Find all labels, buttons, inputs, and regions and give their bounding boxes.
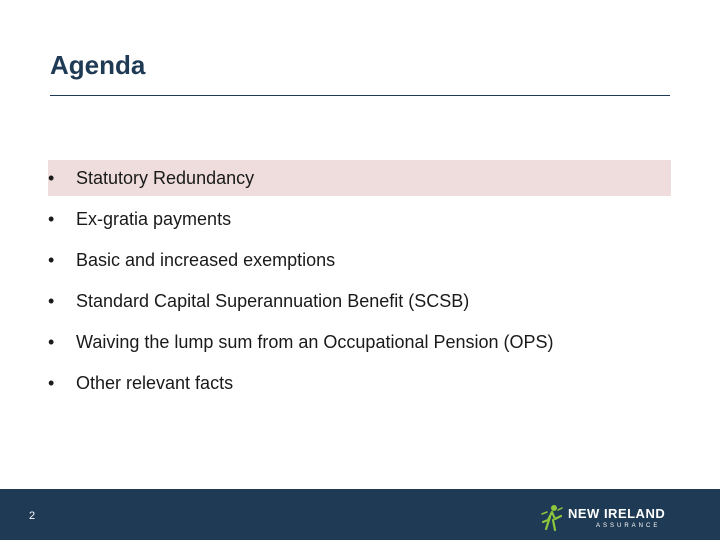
bullet-icon: • [48, 208, 55, 229]
agenda-item [48, 201, 671, 237]
running-figure-icon [540, 504, 564, 532]
bullet-icon: • [48, 167, 55, 188]
agenda-item [48, 242, 671, 278]
agenda-item [48, 283, 671, 319]
logo-main-text: NEW IRELAND [568, 506, 666, 521]
agenda-item [48, 324, 671, 360]
agenda-item [48, 365, 671, 401]
bullet-icon: • [48, 372, 55, 393]
agenda-item-label: Basic and increased exemptions [76, 249, 336, 270]
bullet-icon: • [48, 290, 55, 311]
agenda-item [48, 160, 671, 196]
bullet-icon: • [48, 331, 55, 352]
agenda-item-label: Waiving the lump sum from an Occupational Pension (OPS) [76, 331, 554, 352]
agenda-item-label: Ex-gratia payments [76, 208, 232, 229]
agenda-item-label: Standard Capital Superannuation Benefit (SCSB) [76, 290, 470, 311]
agenda-list [48, 160, 671, 406]
agenda-item-label: Statutory Redundancy [76, 167, 255, 188]
footer-bar [0, 489, 720, 540]
title-divider [50, 95, 670, 96]
slide-title: Agenda [50, 50, 146, 80]
agenda-item-label: Other relevant facts [76, 372, 234, 393]
logo-wordmark [568, 507, 665, 529]
page-number: 2 [29, 510, 36, 522]
logo-sub-text: ASSURANCE [596, 523, 661, 529]
bullet-icon: • [48, 249, 55, 270]
company-logo [540, 505, 665, 531]
